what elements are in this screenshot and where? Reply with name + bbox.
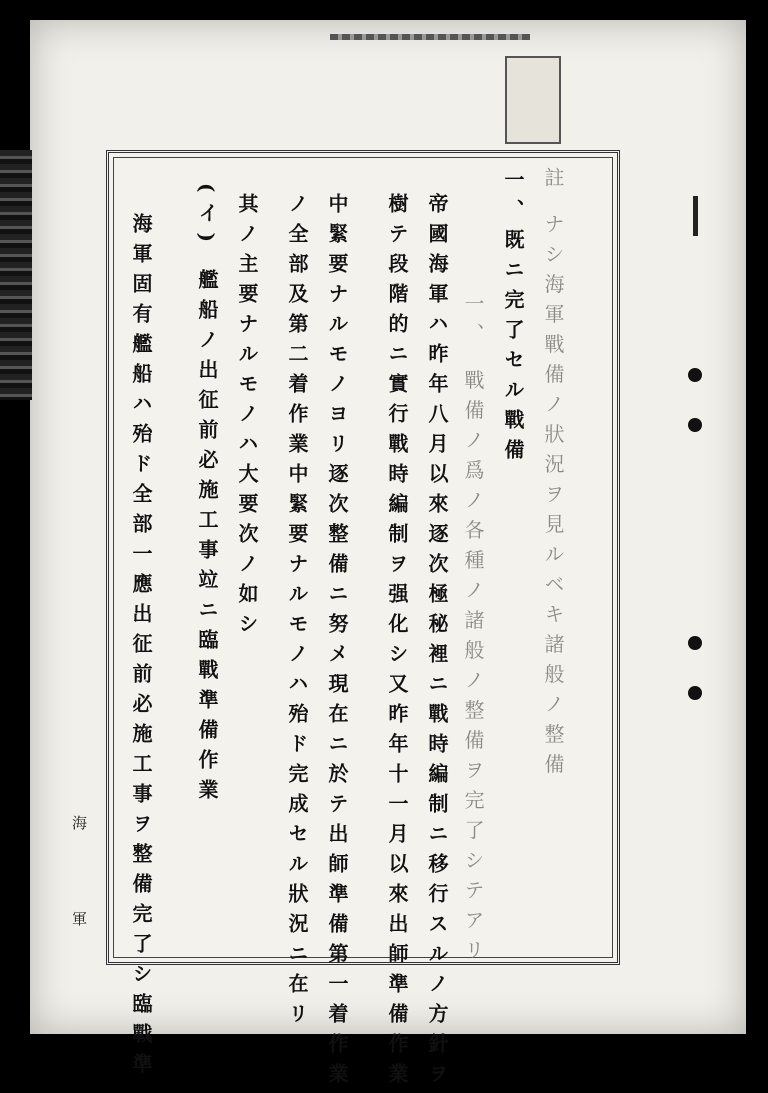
heading-column: 一、既ニ完了セル戰備	[501, 169, 525, 469]
page-edge-shadow	[0, 150, 32, 400]
faded-column-2: 一、 戰備ノ爲ノ各種ノ諸般ノ整備ヲ完了シテアリ	[461, 293, 485, 970]
binding-hole-1	[688, 368, 702, 382]
body-column-5: 其ノ主要ナルモノハ大要次ノ如シ	[235, 193, 259, 643]
inner-border	[113, 157, 613, 958]
margin-label-bottom: 軍	[72, 910, 88, 928]
page-top-edge	[330, 34, 530, 40]
seal-stamp	[505, 56, 561, 144]
bordered-text-frame	[106, 150, 620, 1093]
body-column-4: ノ全部及第二着作業中緊要ナルモノハ殆ド完成セル狀況ニ在リ	[285, 193, 309, 1033]
margin-mark	[693, 196, 698, 236]
subheading-column: (イ) 艦船ノ出征前必施工事竝ニ臨戰準備作業	[195, 183, 219, 809]
body-column-6: 海軍固有艦船ハ殆ド全部一應出征前必施工事ヲ整備完了シ臨戰準	[129, 213, 153, 1083]
binding-hole-3	[688, 636, 702, 650]
body-column-2: 樹テ段階的ニ實行戰時編制ヲ强化シ又昨年十一月以來出師準備作業	[385, 193, 409, 1093]
faded-column-1: 註 ナシ海軍戰備ノ狀況ヲ見ルベキ諸般ノ整備	[541, 167, 565, 784]
body-column-1: 帝國海軍ハ昨年八月以來逐次極秘裡ニ戰時編制ニ移行スルノ方針ヲ	[425, 193, 449, 1093]
margin-label-top: 海	[72, 814, 88, 832]
binding-hole-4	[688, 686, 702, 700]
binding-hole-2	[688, 418, 702, 432]
body-column-3: 中緊要ナルモノヨリ逐次整備ニ努メ現在ニ於テ出師準備第一着作業	[325, 193, 349, 1093]
